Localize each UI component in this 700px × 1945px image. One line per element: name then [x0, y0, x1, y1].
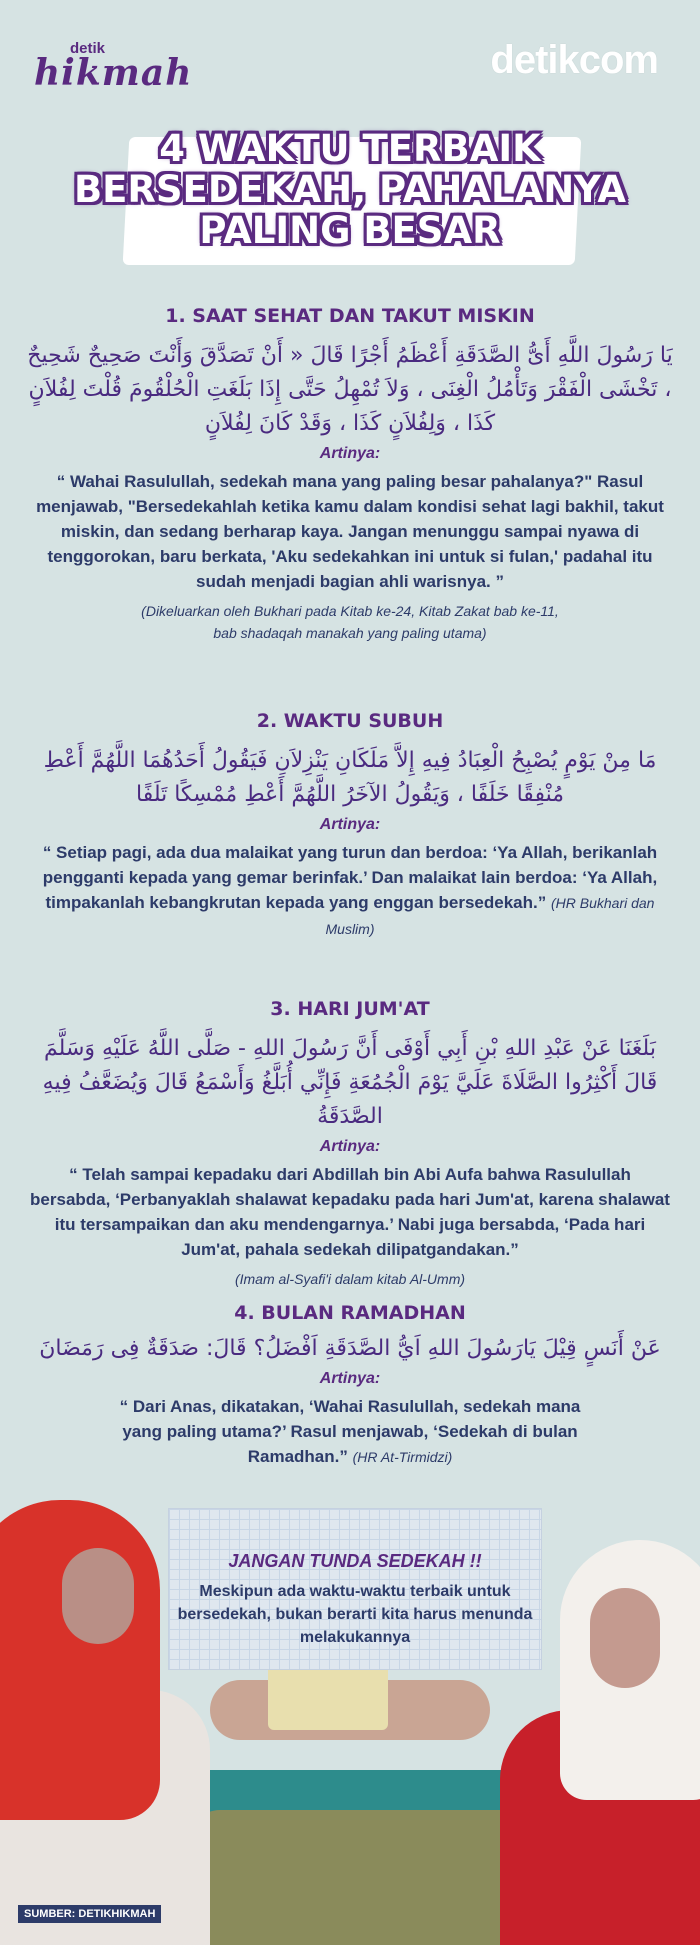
section-heading: 2. WAKTU SUBUH	[256, 710, 444, 732]
source-text: (Imam al-Syafi'i dalam kitab Al-Umm)	[234, 1271, 466, 1287]
detikhikmah-logo[interactable]	[34, 38, 193, 98]
source-line-2: bab shadaqah manakah yang paling utama)	[213, 625, 487, 641]
title-line-2: BERSEDEKAH, PAHALANYA	[73, 168, 627, 211]
artinya-label: Artinya:	[319, 816, 381, 833]
source-line-1: (Dikeluarkan oleh Bukhari pada Kitab ke-24, Kitab Zakat bab ke-11,	[141, 603, 559, 619]
section-heading: 1. SAAT SEHAT DAN TAKUT MISKIN	[165, 305, 535, 327]
section-1	[0, 305, 700, 644]
artinya-label: Artinya:	[319, 1138, 381, 1155]
woman-right-face	[590, 1588, 660, 1688]
woman-left-face	[62, 1548, 134, 1644]
reminder-note	[168, 1508, 542, 1670]
logo-big-text: hikmah	[34, 52, 193, 94]
section-3	[0, 998, 700, 1290]
note-title: JANGAN TUNDA SEDEKAH !!	[228, 1551, 482, 1571]
table-cloth-pattern	[190, 1810, 530, 1945]
section-heading: 3. HARI JUM'AT	[270, 998, 430, 1020]
page-title	[0, 128, 700, 251]
translation-body: “ Dari Anas, dikatakan, ‘Wahai Rasulullah, sedekah mana yang paling utama?’ Rasul menjawab, ‘Sedekah di bulan Ramadhan.”	[119, 1397, 581, 1466]
artinya-label: Artinya:	[319, 445, 381, 462]
translation-text	[0, 1394, 700, 1470]
section-4	[0, 1302, 700, 1470]
title-line-1: 4 WAKTU TERBAIK	[159, 127, 541, 170]
translation-text: “ Wahai Rasulullah, sedekah mana yang paling besar pahalanya?" Rasul menjawab, "Bersedekahlah ketika kamu dalam kondisi sehat lagi bakhil, takut miskin, dan sedang berharap kaya. Jangan menunggu sampai nyawa di tenggorokan, baru berkata, 'Aku sedekahkan ini untuk si fulan,' padahal itu sudah menjadi bagian ahli warisnya. ”	[36, 472, 664, 591]
source-text: (HR Bukhari dan Muslim)	[325, 895, 655, 937]
translation-text	[0, 840, 700, 942]
arabic-text: بَلَغَنَا عَنْ عَبْدِ اللهِ بْنِ أَبِي أَوْفَى أَنَّ رَسُولَ اللهِ - صَلَّى اللَّهُ عَلَيْهِ وَسَلَّمَ قَالَ أَكْثِرُوا الصَّلَاةَ عَلَيَّ يَوْمَ الْجُمُعَةِ فَإِنِّي أُبَلَّغُ وَأَسْمَعُ قَالَ وَيُضَعَّفُ فِيهِ الصَّدَقَةُ	[42, 1036, 658, 1129]
artinya-label: Artinya:	[319, 1370, 381, 1387]
section-2	[0, 710, 700, 942]
note-text: Meskipun ada waktu-waktu terbaik untuk bersedekah, bukan berarti kita harus menunda melakukannya	[177, 1583, 533, 1646]
translation-text: “ Telah sampai kepadaku dari Abdillah bin Abi Aufa bahwa Rasulullah bersabda, ‘Perbanyaklah shalawat kepadaku pada hari Jum'at, karena shalawat itu tersampaikan dan aku mendengarnya.’ Nabi juga bersabda, ‘Pada hari Jum'at, pahala sedekah dilipatgandakan.”	[30, 1165, 670, 1259]
detikcom-logo[interactable]: detikcom	[490, 38, 658, 82]
title-line-3: PALING BESAR	[199, 209, 501, 252]
section-heading: 4. BULAN RAMADHAN	[234, 1302, 466, 1324]
gift-package-icon	[268, 1660, 388, 1730]
arabic-text: يَا رَسُولَ اللَّهِ أَىُّ الصَّدَقَةِ أَعْظَمُ أَجْرًا قَالَ « أَنْ تَصَدَّقَ وَأَنْتَ صَحِيحٌ شَحِيحٌ ، تَخْشَى الْفَقْرَ وَتَأْمُلُ الْغِنَى ، وَلاَ تُمْهِلُ حَتَّى إِذَا بَلَغَتِ الْحُلْقُومَ قُلْتَ لِفُلاَنٍ كَذَا ، وَلِفُلاَنٍ كَذَا ، وَقَدْ كَانَ لِفُلاَنٍ	[27, 343, 673, 436]
woman-left-red-scarf	[0, 1500, 160, 1820]
translation-body: “ Setiap pagi, ada dua malaikat yang turun dan berdoa: ‘Ya Allah, berikanlah pengganti kepada yang gemar berinfak.’ Dan malaikat lain berdoa: ‘Ya Allah, timpakanlah kebangkrutan kepada yang enggan bersedekah.”	[42, 843, 658, 912]
source-text	[0, 600, 700, 644]
logo-small-text: detik	[70, 40, 106, 57]
arabic-text: مَا مِنْ يَوْمٍ يُصْبِحُ الْعِبَادُ فِيهِ إِلاَّ مَلَكَانِ يَنْزِلاَنِ فَيَقُولُ أَحَدُهُمَا اللَّهُمَّ أَعْطِ مُنْفِقًا خَلَفًا ، وَيَقُولُ الآخَرُ اللَّهُمَّ أَعْطِ مُمْسِكًا تَلَفًا	[43, 748, 657, 807]
arabic-text: عَنْ أَنَسٍ قِيْلَ يَارَسُولَ اللهِ اَيُّ الصَّدَقَةِ اَفْضَلُ؟ قَالَ: صَدَقَةٌ فِى رَمَضَانَ	[39, 1336, 661, 1361]
source-text: (HR At-Tirmidzi)	[352, 1449, 453, 1465]
source-badge: SUMBER: DETIKHIKMAH	[18, 1905, 161, 1923]
